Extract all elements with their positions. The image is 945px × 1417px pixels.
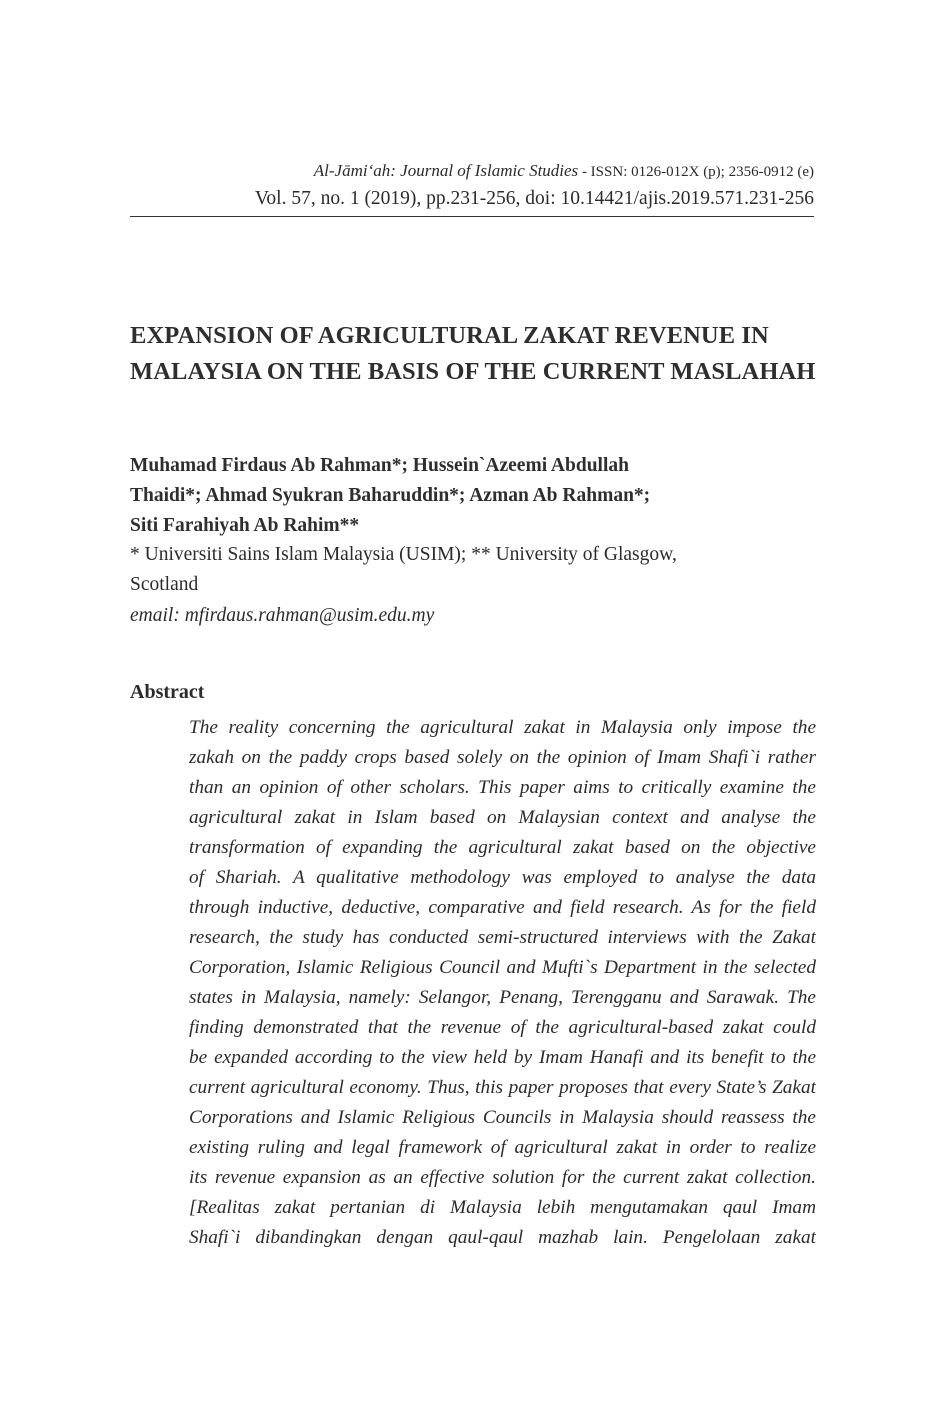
abstract-line: states in Malaysia, namely: Selangor, Penang, Terengganu and Sarawak. The xyxy=(189,987,816,1008)
abstract-line: Corporations and Islamic Religious Councils in Malaysia should reassess the xyxy=(189,1107,816,1128)
article-title: EXPANSION OF AGRICULTURAL ZAKAT REVENUE IN MALAYSIA ON THE BASIS OF THE CURRENT MASLAHAH xyxy=(130,322,816,385)
affiliation xyxy=(130,540,820,600)
author-line: Siti Farahiyah Ab Rahim** xyxy=(130,515,360,536)
author-line: Muhamad Firdaus Ab Rahman*; Hussein`Azeemi Abdullah xyxy=(130,455,629,476)
abstract-line: of Shariah. A qualitative methodology was employed to analyse the data xyxy=(189,867,816,888)
author-line: Thaidi*; Ahmad Syukran Baharuddin*; Azman Ab Rahman*; xyxy=(130,485,651,506)
abstract-line: research, the study has conducted semi-structured interviews with the Zakat xyxy=(189,927,816,948)
journal-name: Al-Jāmi‘ah: Journal of Islamic Studies xyxy=(313,161,579,180)
affiliation-line: * Universiti Sains Islam Malaysia (USIM); ** University of Glasgow, xyxy=(130,544,677,565)
abstract-line: current agricultural economy. Thus, this paper proposes that every State’s Zakat xyxy=(189,1077,816,1098)
abstract-line: [Realitas zakat pertanian di Malaysia lebih mengutamakan qaul Imam xyxy=(189,1197,816,1218)
volume-doi-line: Vol. 57, no. 1 (2019), pp.231-256, doi: 10.14421/ajis.2019.571.231-256 xyxy=(254,188,814,209)
running-header xyxy=(130,158,814,213)
issn-info: - ISSN: 0126-012X (p); 2356-0912 (e) xyxy=(578,164,814,180)
abstract-line: agricultural zakat in Islam based on Malaysian context and analyse the xyxy=(189,807,816,828)
abstract-line: than an opinion of other scholars. This paper aims to critically examine the xyxy=(189,777,816,798)
contact-email: email: mfirdaus.rahman@usim.edu.my xyxy=(130,605,435,626)
abstract-line: existing ruling and legal framework of agricultural zakat in order to realize xyxy=(189,1137,816,1158)
author-list xyxy=(130,451,820,541)
abstract-line: Shafi`i dibandingkan dengan qaul-qaul mazhab lain. Pengelolaan zakat xyxy=(189,1227,816,1248)
abstract-line: zakah on the paddy crops based solely on the opinion of Imam Shafi`i rather xyxy=(189,747,816,768)
journal-line xyxy=(130,158,814,185)
affiliation-line: Scotland xyxy=(130,574,199,595)
abstract-line: be expanded according to the view held by Imam Hanafi and its benefit to the xyxy=(189,1047,816,1068)
header-divider xyxy=(130,216,814,217)
abstract-line: transformation of expanding the agricultural zakat based on the objective xyxy=(189,837,816,858)
abstract-line: its revenue expansion as an effective solution for the current zakat collection. xyxy=(189,1167,816,1188)
abstract-line: finding demonstrated that the revenue of the agricultural-based zakat could xyxy=(189,1017,816,1038)
abstract-line: through inductive, deductive, comparative and field research. As for the field xyxy=(189,897,816,918)
abstract-line: Corporation, Islamic Religious Council and Mufti`s Department in the selected xyxy=(189,957,816,978)
abstract-line: The reality concerning the agricultural zakat in Malaysia only impose the xyxy=(189,717,816,738)
abstract-body xyxy=(189,713,816,1253)
abstract-heading: Abstract xyxy=(130,681,205,703)
